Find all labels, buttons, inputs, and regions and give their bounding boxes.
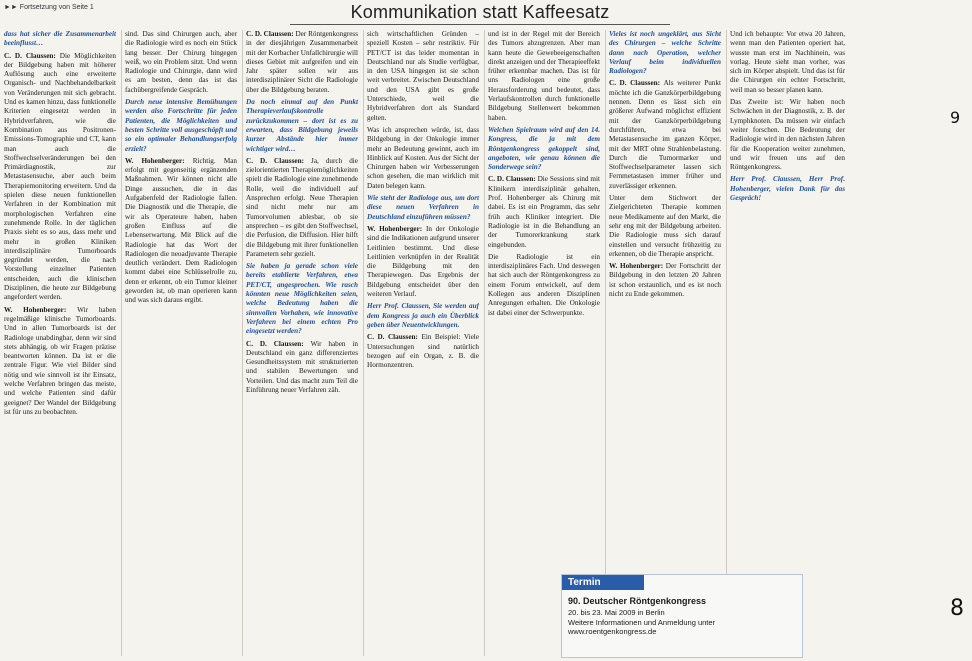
body-paragraph: Unter dem Stichwort der Zielgerichteten Therapie kommen neue Medikamente auf den Markt, die sehr eng mit der Bildgebung arbeiten. Die Radiologie muss sich darauf einstellen und versucht frühzeitig zu erkennen, ob die Therapie anspricht. (609, 194, 721, 258)
body-paragraph: Was ich ansprechen würde, ist, dass Bildgebung in der Onkologie immer mehr an Bedeutung gewinnt, auch im Hinblick auf Kosten. Aus der Sicht der Chirurgen haben wir Verbesserungen schon gesehen, die man wirklich mit Daten belegen kann. (367, 125, 479, 190)
article-column-2 (125, 30, 237, 658)
article-column-5 (488, 30, 600, 570)
interview-question: Vieles ist noch ungeklärt, aus Sicht des Chirurgen – welche Schritte dann nach Operation, welcher Verlauf beim individuellen Radiologen? (609, 30, 721, 76)
interview-answer (367, 333, 479, 370)
interview-answer (246, 157, 358, 259)
speaker-name: C. D. Claussen: (488, 175, 538, 184)
answer-text: Der Fortschritt der Bildgebung in den letzten 20 Jahren ist schon erstaunlich, und es ist noch nicht zu Ende gekommen. (609, 262, 721, 299)
interview-answer (609, 79, 721, 191)
interview-answer (367, 225, 479, 299)
column-divider (484, 30, 485, 656)
interview-question: Welchen Spielraum wird auf den 14. Kongress, die ja mit dem Röntgenkongress gekoppelt sind, angeboten, wie genau können die Sonderwege sein? (488, 125, 600, 172)
speaker-name: W. Hohenberger: (367, 224, 426, 233)
article-column-3 (246, 30, 358, 658)
answer-text: Wir haben regelmäßige klinische Tumorboards. Und in allen Tumorboards ist der Radiologe unabdingbar, denn wir sind stets abhängig, ob wir Fragen präzise beantworten können. Da ist er die zentrale Figur. Wie viel Bilder sind nötig und wie sinnvoll ist ihr Einsatz, welche Verfahren bringen das meiste, und welche Patienten sind dafür geeignet? Der Wandel der Bildgebung ist für uns zu beobachten. (4, 305, 116, 416)
answer-text: Ja, durch die zielorientierten Therapiemöglichkeiten spielt die Radiologie eine zunehmende Rolle, weil die individuell auf Ansprechen erfolgt. Neue Therapien sind nicht mehr nur am Tumorvolumen ablesbar, ob sie ansprechen – es gibt den Stoffwechsel, die Perfusion, die Diffusion. Hier hilft die Bildgebung mit ihrer funktionellen Parametern sehr gezielt. (246, 156, 358, 258)
interview-answer (4, 52, 116, 303)
interview-answer (246, 340, 358, 396)
continuation-note: ►► Fortsetzung von Seite 1 (4, 4, 94, 11)
interview-question: Da noch einmal auf den Punkt Therapieverlaufskontrolle zurückzukommen – dort ist es zu erwarten, dass Bildgebung jeweils kurzer Abstände hier immer wichtiger wird… (246, 98, 358, 153)
termin-label: Termin (562, 575, 644, 590)
headline-rule (290, 24, 670, 25)
speaker-name: W. Hohenberger: (4, 305, 78, 314)
answer-text: Ein Beispiel: Viele Untersuchungen sind natürlich bezogen auf ein Organ, z. B. die Hormonzentren. (367, 333, 479, 370)
interview-question: Herr Prof. Claussen, Sie werden auf dem Kongress ja auch ein Überblick geben über Neuentwicklungen. (367, 302, 479, 329)
interview-question: dass hat sicher die Zusammenarbeit beeinflusst… (4, 30, 116, 48)
body-paragraph: Und ich behaupte: Vor etwa 20 Jahren, wenn man den Patienten operiert hat, wusste man erst im Nachhinein, was vorlag. Heute sieht man vorher, was sich im Körper abspielt. Und das ist für die Chirurgen ein echter Fortschritt, weil man so besser planen kann. (730, 30, 845, 94)
interview-answer (488, 175, 600, 249)
column-divider (363, 30, 364, 656)
speaker-name: W. Hohenberger: (609, 262, 666, 271)
article-column-7 (730, 30, 845, 658)
body-paragraph: Das Zweite ist: Wir haben noch Schwächen in der Diagnostik, z. B. der Lymphknoten. Da müssen wir einfach weiter forschen. Die Bedeutung der Radiologie wird in den nächsten Jahren für die Kooperation weiter zunehmen, und wir freuen uns auf den Röntgenkongress. (730, 98, 845, 172)
column-divider (605, 30, 606, 656)
body-paragraph: und ist in der Regel mit der Bereich des Tumors abzugrenzen. Aber man kann heute die Gewebeeigenschaften direkt anzeigen und der Therapieeffekt früher erkennbar machen. Das ist für uns Radiologen eine große Herausforderung und bedeutet, dass Verlaufskontrollen durch funktionelle Bildgebung Stellenwert bekommen haben. (488, 30, 600, 122)
interview-question: Durch neue intensive Bemühungen werden also Fortschritte für jeden Patienten, die Möglichkeiten und besten Schritte voll ausgeschöpft und so ein optimaler Behandlungserfolg erzielt? (125, 98, 237, 153)
speaker-name: W. Hohenberger: (125, 156, 193, 165)
body-paragraph: sind. Das sind Chirurgen auch, aber die Radiologie wird es noch ein Stück lang besser. Der Chirurg hingegen weiß, wo ein Problem sitzt. Und wenn Radiologie und Chirurgie, dann wird es am besten, denn das ist das fachübergreifende Gespräch. (125, 30, 237, 94)
answer-text: Als weiterer Punkt möchte ich die Ganzkörperbildgebung nennen. Denn es lässt sich ein größerer Aufwand möglichst effizient mit der Ganzkörperbildgebung durchführen, etwa bei Metastasensuche im ganzen Körper, mit der MRT ohne Strahlenbelastung. Durch die Tumormarker und Stoffwechselparameter lassen sich Fernmetastasen immer früher und zuverlässiger erkennen. (609, 79, 721, 190)
interview-answer (609, 262, 721, 299)
answer-text: Der Röntgenkongress in der diesjährigen Zusammenarbeit mit der Korbacher Unfallchirurgie will dieses Gebiet mit aufgreifen und ein Jahr später sollen wir aus interdisziplinärer Sicht die Radiologie über die Bildgebung beraten. (246, 30, 358, 94)
interview-answer (246, 30, 358, 95)
handwritten-mark-bottom: 8 (950, 596, 964, 621)
event-date-place: 20. bis 23. Mai 2009 in Berlin (568, 608, 665, 617)
interview-answer (4, 306, 116, 418)
body-paragraph: Die Radiologie ist ein interdisziplinäres Fach. Und deswegen hat sich auch der Röntgenkongress zu einem Forum entwickelt, auf dem Kollegen aus anderen Disziplinen Anregungen erhalten. Die Onkologie ist dabei einer der Schwerpunkte. (488, 252, 600, 317)
answer-text: In der Onkologie sind die Indikationen aufgrund unserer Leitlinien bestimmt. Und diese Leitlinien verknüpfen in der Realität die Bildgebung mit den Therapiewegen. Das Ergebnis der Bildgebung entscheidet über den weiteren Verlauf. (367, 224, 479, 299)
speaker-name: C. D. Claussen: (246, 156, 312, 165)
event-info-box (561, 574, 803, 658)
event-info-link[interactable]: Weitere Informationen und Anmeldung unter www.roentgenkongress.de (568, 618, 716, 636)
interview-answer (125, 157, 237, 306)
speaker-name: C. D. Claussen: (367, 333, 422, 342)
page-title: Kommunikation statt Kaffeesatz (350, 2, 610, 22)
article-column-1 (4, 30, 116, 658)
handwritten-mark-top: 9 (950, 108, 961, 127)
answer-text: Wir haben in Deutschland ein ganz differenziertes Gesundheitssystem mit strukturierten und stabilen Bewertungen und Vorteilen. Und das macht zum Teil die Einführung neuer Verfahren zäh. (246, 339, 358, 394)
interview-question: Wie steht der Radiologe aus, um dort diese neuen Verfahren in Deutschland einzuführen müssen? (367, 194, 479, 221)
column-divider (242, 30, 243, 656)
answer-text: Die Möglichkeiten der Bildgebung haben mit höherer Auflösung auch eine erweiterte Organisch- und Nachbehandelbarkeit von Veränderungen mit sich gebracht. Und es kamen hinzu, dass funktionelle Kriterien eingesetzt werden in Hybridverfahren, wie die Kombination aus Positronen-Emissions-Tomographie und CT, kann man auch die Stoffwechselveränderungen bei den Primärdiagnostik, zur Metastasensuche, aber auch beim Therapiemonitoring erweitern. Und da spielen diese neuen funktionellen Verfahren in der Kombination mit morphologischen Verfahren eine zunehmende Rolle. In der täglichen Praxis sieht es so aus, dass mehr und mehr in großen Kliniken interdisziplinäre Tumorboards gegründet werden, die nach Vorstellung einzelner Patienten entscheiden, auch die klinischen Disziplinen, die heute zur Bildgebung angefordert werden. (4, 51, 116, 302)
speaker-name: C. D. Claussen: (4, 51, 60, 60)
article-column-4 (367, 30, 479, 658)
speaker-name: C. D. Claussen: (246, 339, 311, 348)
interview-question: Herr Prof. Claussen, Herr Prof. Hohenberger, vielen Dank für das Gespräch! (730, 175, 845, 203)
interview-question: Sie haben ja gerade schon viele bereits etablierte Verfahren, etwa PET/CT, angesprochen. Wie rasch könnten neue Möglichkeiten seien, welche Bedeutung haben die sinnvollen Vorhaben, wie innovative Verfahren bei einem echten Pro eingesetzt werden? (246, 262, 358, 336)
column-divider (121, 30, 122, 656)
event-title: 90. Deutscher Röntgenkongress (568, 596, 707, 606)
body-paragraph: sich wirtschaftlichen Gründen – speziell Kosten – sehr restriktiv. Für PET/CT ist das leider momentan in Deutschland nur als Studie verfügbar, in den USA hingegen ist sie schon weit verbreitet. Zwischen Deutschland und den USA gibt es große Unterschiede, weil die Hybridverfahren dort als Standard gelten. (367, 30, 479, 122)
column-divider (726, 30, 727, 656)
speaker-name: C. D. Claussen: (246, 30, 296, 38)
answer-text: Die Sessions sind mit Klinikern interdisziplinär gehalten, Prof. Hohenberger als Chirurg mit dabei. Es ist ein Programm, das sehr früh auch Kliniker integriert. Die Radiologie ist in die Behandlung an der Tumorerkrankung stark eingebunden. (488, 175, 600, 249)
speaker-name: C. D. Claussen: (609, 79, 664, 88)
article-column-6 (609, 30, 721, 570)
answer-text: Richtig. Man erfolgt mit gegenseitig ergänzenden Maßnahmen. Wir können nicht alle Dinge aussuchen, die in das Aufgabenfeld der Radiologie fallen. Die Diagnostik und die Therapie, die wir als Operateure haben, haben großen Einfluss auf die Lebenserwartung. Mit Blick auf die Radiologie hat das Wort der Radiologen die neoadjuvante Therapie deutlich verändert. Dem Radiologen kommt dabei eine Schlüsselrolle zu, denn er erkennt, ob ein Tumor kleiner geworden ist, ob man operieren kann und was sich daraus ergibt. (125, 156, 237, 305)
